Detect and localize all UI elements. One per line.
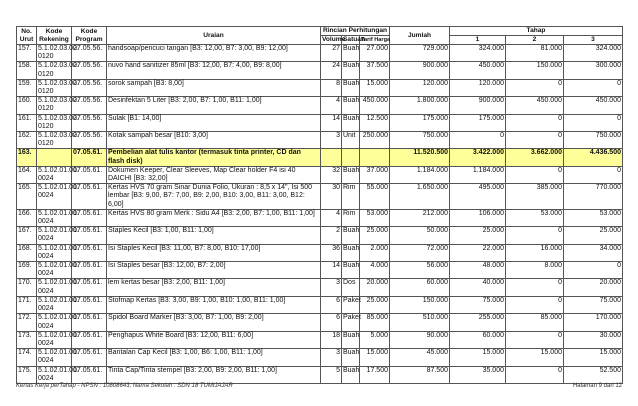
cell-no: 165. bbox=[17, 184, 37, 210]
table-section-row bbox=[17, 149, 623, 166]
cell-uraian: Kertas HVS 80 gram Merk : Sidu A4 [B3: 2,00, B7: 1,00, B11: 1,00] bbox=[107, 209, 321, 226]
cell-tahap-1: 495.000 bbox=[450, 184, 506, 210]
cell-satuan: Buah bbox=[342, 166, 360, 183]
cell-jumlah: 1.650.000 bbox=[390, 184, 450, 210]
table-row bbox=[17, 184, 623, 210]
cell-tahap-2: 15.000 bbox=[506, 349, 564, 366]
cell-volume: 32 bbox=[321, 166, 342, 183]
header-uraian: Uraian bbox=[107, 27, 321, 45]
cell-tarif: 55.000 bbox=[360, 184, 390, 210]
cell-kode-rekening bbox=[37, 132, 79, 149]
cell-tahap-1: 48.000 bbox=[450, 262, 506, 279]
kode-rekening-sub: 0120 bbox=[38, 70, 54, 78]
cell-tahap-3: 300.000 bbox=[564, 62, 623, 79]
table-row bbox=[17, 62, 623, 79]
cell-tarif: 2.000 bbox=[360, 244, 390, 261]
cell-tahap-1: 0 bbox=[450, 132, 506, 149]
table-row bbox=[17, 114, 623, 131]
cell-tahap-3: 25.000 bbox=[564, 227, 623, 244]
cell-no: 161. bbox=[17, 114, 37, 131]
header-rekening-label: Rekening bbox=[39, 35, 69, 43]
cell-jumlah: 90.000 bbox=[390, 331, 450, 348]
table-row bbox=[17, 97, 623, 114]
cell-uraian: Pembelian alat tulis kantor (termasuk tinta printer, CD dan flash disk) bbox=[107, 149, 321, 166]
cell-jumlah: 72.000 bbox=[390, 244, 450, 261]
header-urut-label: Urut bbox=[19, 35, 34, 43]
kode-rekening-main: 5.1.02.01.01. bbox=[38, 314, 79, 322]
cell-tarif: 37.500 bbox=[360, 62, 390, 79]
cell-jumlah: 750.000 bbox=[390, 132, 450, 149]
kode-rekening-main: 5.1.02.01.01. bbox=[38, 262, 79, 270]
cell-tahap-1: 120.000 bbox=[450, 79, 506, 96]
cell-jumlah: 175.000 bbox=[390, 114, 450, 131]
cell-kode-rekening bbox=[37, 184, 79, 210]
cell-tahap-2: 8.000 bbox=[506, 262, 564, 279]
cell-kode-program: 07.05.61. bbox=[72, 184, 107, 210]
cell-satuan: Unit bbox=[342, 132, 360, 149]
cell-satuan: Buah bbox=[342, 366, 360, 383]
header-tahap-2: 2 bbox=[506, 36, 564, 45]
cell-kode-program: 07.05.56. bbox=[72, 97, 107, 114]
rkas-sheet bbox=[16, 26, 622, 384]
kode-rekening-main: 5.1.02.01.01. bbox=[38, 279, 79, 287]
cell-jumlah: 120.000 bbox=[390, 79, 450, 96]
cell-volume bbox=[321, 149, 342, 166]
kode-rekening-sub: 0120 bbox=[38, 122, 54, 130]
cell-tahap-3: 170.000 bbox=[564, 314, 623, 331]
cell-satuan: Buah bbox=[342, 62, 360, 79]
cell-satuan: Buah bbox=[342, 97, 360, 114]
cell-no: 169. bbox=[17, 262, 37, 279]
cell-tahap-3: 0 bbox=[564, 79, 623, 96]
kode-rekening-sub: 0024 bbox=[38, 305, 54, 313]
cell-no: 160. bbox=[17, 97, 37, 114]
header-satuan: Satuan bbox=[343, 36, 365, 43]
footer-school-info: Kertas Kerja perTahap - NPSN : 10808643, Nama Sekolah : SDN 18 TUMIJAJAR bbox=[16, 383, 233, 389]
cell-kode-program: 07.05.61. bbox=[72, 262, 107, 279]
cell-kode-rekening bbox=[37, 45, 79, 62]
cell-tahap-1: 15.000 bbox=[450, 349, 506, 366]
cell-tarif: 15.000 bbox=[360, 79, 390, 96]
cell-kode-rekening bbox=[37, 114, 79, 131]
cell-volume: 6 bbox=[321, 296, 342, 313]
cell-volume: 3 bbox=[321, 349, 342, 366]
cell-tahap-3: 75.000 bbox=[564, 296, 623, 313]
kode-rekening-sub: 0120 bbox=[38, 105, 54, 113]
cell-kode-program: 07.05.61. bbox=[72, 149, 107, 166]
cell-volume: 18 bbox=[321, 331, 342, 348]
cell-tarif: 27.000 bbox=[360, 45, 390, 62]
cell-tarif: 20.000 bbox=[360, 279, 390, 296]
cell-tarif: 450.000 bbox=[360, 97, 390, 114]
table-body bbox=[17, 45, 623, 384]
kode-rekening-main: 5.1.02.03.02. bbox=[38, 79, 79, 87]
cell-tarif: 250.000 bbox=[360, 132, 390, 149]
cell-tahap-2: 85.000 bbox=[506, 314, 564, 331]
cell-no: 166. bbox=[17, 209, 37, 226]
cell-no: 162. bbox=[17, 132, 37, 149]
cell-no: 171. bbox=[17, 296, 37, 313]
cell-kode-program: 07.05.61. bbox=[72, 366, 107, 383]
cell-uraian: Desinfektan 5 Liter [B3: 2,00, B7: 1,00, B11: 1,00] bbox=[107, 97, 321, 114]
cell-no: 164. bbox=[17, 166, 37, 183]
cell-kode-program: 07.05.56. bbox=[72, 114, 107, 131]
cell-uraian: Spidol Board Marker [B3: 3,00, B7: 1,00, B9: 2,00] bbox=[107, 314, 321, 331]
cell-no: 175. bbox=[17, 366, 37, 383]
cell-tahap-1: 255.000 bbox=[450, 314, 506, 331]
table-row bbox=[17, 331, 623, 348]
header-kode-rekening bbox=[37, 27, 72, 45]
cell-uraian: Kotak sampah besar [B10: 3,00] bbox=[107, 132, 321, 149]
cell-kode-rekening bbox=[37, 262, 79, 279]
cell-tarif: 17.500 bbox=[360, 366, 390, 383]
kode-rekening-sub: 0024 bbox=[38, 192, 54, 200]
cell-uraian: handsoap/pencuci tangan [B3: 12,00, B7: 3,00, B9: 12,00] bbox=[107, 45, 321, 62]
kode-rekening-main: 5.1.02.01.01. bbox=[38, 209, 79, 217]
cell-satuan: Paket bbox=[342, 296, 360, 313]
cell-jumlah: 11.520.500 bbox=[390, 149, 450, 166]
table-row bbox=[17, 279, 623, 296]
kode-rekening-sub: 0024 bbox=[38, 252, 54, 260]
cell-no: 167. bbox=[17, 227, 37, 244]
cell-tahap-2: 150.000 bbox=[506, 62, 564, 79]
cell-no: 158. bbox=[17, 62, 37, 79]
cell-volume: 6 bbox=[321, 314, 342, 331]
cell-tarif: 25.000 bbox=[360, 296, 390, 313]
cell-kode-rekening bbox=[37, 349, 79, 366]
cell-volume: 24 bbox=[321, 62, 342, 79]
cell-satuan: Dos bbox=[342, 279, 360, 296]
kode-rekening-sub: 0024 bbox=[38, 235, 54, 243]
cell-kode-rekening bbox=[37, 244, 79, 261]
cell-no: 170. bbox=[17, 279, 37, 296]
cell-volume: 27 bbox=[321, 45, 342, 62]
header-tarif: Tarif Harga bbox=[361, 37, 391, 43]
cell-tahap-1: 22.000 bbox=[450, 244, 506, 261]
header-rincian: Rincian Perhitungan bbox=[321, 27, 390, 36]
cell-tarif: 12.500 bbox=[360, 114, 390, 131]
cell-uraian: Bantalan Cap Kecil [B3: 1,00, B6: 1,00, B11: 1,00] bbox=[107, 349, 321, 366]
cell-tahap-2: 0 bbox=[506, 79, 564, 96]
cell-tahap-2: 0 bbox=[506, 331, 564, 348]
cell-jumlah: 150.000 bbox=[390, 296, 450, 313]
kode-rekening-main: 5.1.02.01.01. bbox=[38, 184, 79, 192]
kode-rekening-main: 5.1.02.01.01. bbox=[38, 244, 79, 252]
cell-no: 168. bbox=[17, 244, 37, 261]
cell-satuan: Buah bbox=[342, 331, 360, 348]
cell-satuan: Paket bbox=[342, 314, 360, 331]
header-kode-label: Kode bbox=[80, 27, 98, 35]
cell-jumlah: 56.000 bbox=[390, 262, 450, 279]
kode-rekening-sub: 0024 bbox=[38, 287, 54, 295]
kode-rekening-sub: 0120 bbox=[38, 53, 54, 61]
cell-jumlah: 60.000 bbox=[390, 279, 450, 296]
cell-tahap-2: 385.000 bbox=[506, 184, 564, 210]
cell-tahap-2: 53.000 bbox=[506, 209, 564, 226]
cell-tahap-3: 4.436.500 bbox=[564, 149, 623, 166]
cell-tahap-2: 450.000 bbox=[506, 97, 564, 114]
header-kode-label: Kode bbox=[45, 27, 63, 35]
cell-tarif: 37.000 bbox=[360, 166, 390, 183]
cell-kode-program: 07.05.61. bbox=[72, 244, 107, 261]
cell-satuan bbox=[342, 149, 360, 166]
kode-rekening-main: 5.1.02.01.01. bbox=[38, 166, 79, 174]
cell-tahap-1: 1.184.000 bbox=[450, 166, 506, 183]
table-row bbox=[17, 132, 623, 149]
cell-satuan: Buah bbox=[342, 114, 360, 131]
header-tahap-1: 1 bbox=[450, 36, 506, 45]
cell-tahap-3: 0 bbox=[564, 166, 623, 183]
cell-uraian: Isi Staples besar [B3: 12,00, B7: 2,00] bbox=[107, 262, 321, 279]
cell-tahap-2: 16.000 bbox=[506, 244, 564, 261]
cell-volume: 30 bbox=[321, 184, 342, 210]
footer-page-number: Halaman 9 dari 12 bbox=[572, 383, 622, 389]
cell-kode-rekening bbox=[37, 149, 72, 166]
cell-tahap-1: 3.422.000 bbox=[450, 149, 506, 166]
cell-kode-rekening bbox=[37, 97, 79, 114]
cell-satuan: Rim bbox=[342, 209, 360, 226]
cell-kode-rekening bbox=[37, 79, 79, 96]
cell-jumlah: 87.500 bbox=[390, 366, 450, 383]
kode-rekening-main: 5.1.02.03.02. bbox=[38, 62, 79, 70]
cell-volume: 4 bbox=[321, 209, 342, 226]
cell-tahap-1: 324.000 bbox=[450, 45, 506, 62]
cell-uraian: sorok sampah [B3: 8,00] bbox=[107, 79, 321, 96]
cell-kode-rekening bbox=[37, 209, 79, 226]
header-volume: Volume bbox=[322, 36, 346, 43]
cell-tahap-2: 0 bbox=[506, 166, 564, 183]
kode-rekening-sub: 0024 bbox=[38, 357, 54, 365]
cell-tahap-2: 0 bbox=[506, 296, 564, 313]
cell-jumlah: 1.184.000 bbox=[390, 166, 450, 183]
cell-satuan: Rim bbox=[342, 184, 360, 210]
kode-rekening-sub: 0024 bbox=[38, 218, 54, 226]
kode-rekening-sub: 0120 bbox=[38, 88, 54, 96]
cell-volume: 2 bbox=[321, 227, 342, 244]
cell-tahap-2: 0 bbox=[506, 132, 564, 149]
cell-kode-program: 07.05.61. bbox=[72, 227, 107, 244]
cell-tahap-1: 900.000 bbox=[450, 97, 506, 114]
kode-rekening-main: 5.1.02.01.01. bbox=[38, 296, 79, 304]
cell-jumlah: 45.000 bbox=[390, 349, 450, 366]
header-program-label: Program bbox=[75, 35, 103, 43]
cell-jumlah: 1.800.000 bbox=[390, 97, 450, 114]
cell-no: 163. bbox=[17, 149, 37, 166]
cell-tarif bbox=[360, 149, 390, 166]
cell-tahap-1: 175.000 bbox=[450, 114, 506, 131]
table-row bbox=[17, 79, 623, 96]
table-row bbox=[17, 45, 623, 62]
cell-kode-program: 07.05.56. bbox=[72, 62, 107, 79]
cell-tahap-3: 30.000 bbox=[564, 331, 623, 348]
table-row bbox=[17, 366, 623, 383]
kode-rekening-main: 5.1.02.03.02. bbox=[38, 97, 79, 105]
cell-satuan: Buah bbox=[342, 262, 360, 279]
cell-uraian: Penghapus White Board [B3: 12,00, B11: 6,00] bbox=[107, 331, 321, 348]
cell-volume: 14 bbox=[321, 114, 342, 131]
cell-tahap-2: 0 bbox=[506, 279, 564, 296]
cell-tahap-3: 324.000 bbox=[564, 45, 623, 62]
header-no-label: No. bbox=[21, 27, 32, 35]
header-tahap-3: 3 bbox=[564, 36, 623, 45]
cell-kode-rekening bbox=[37, 314, 79, 331]
cell-satuan: Buah bbox=[342, 227, 360, 244]
cell-kode-rekening bbox=[37, 296, 79, 313]
cell-tahap-3: 770.000 bbox=[564, 184, 623, 210]
cell-kode-program: 07.05.61. bbox=[72, 331, 107, 348]
table-header bbox=[17, 27, 623, 45]
cell-tahap-3: 53.000 bbox=[564, 209, 623, 226]
cell-uraian: Isi Staples Kecil [B3: 11,00, B7: 8,00, B10: 17,00] bbox=[107, 244, 321, 261]
cell-satuan: Buah bbox=[342, 244, 360, 261]
cell-uraian: nuvo hand sanitizer 85ml [B3: 12,00, B7: 4,00, B9: 8,00] bbox=[107, 62, 321, 79]
cell-tahap-3: 20.000 bbox=[564, 279, 623, 296]
cell-uraian: Sulak [B1: 14,00] bbox=[107, 114, 321, 131]
cell-tahap-2: 0 bbox=[506, 227, 564, 244]
cell-satuan: Buah bbox=[342, 349, 360, 366]
cell-volume: 4 bbox=[321, 97, 342, 114]
cell-tahap-3: 52.500 bbox=[564, 366, 623, 383]
cell-uraian: Kertas HVS 70 gram Sinar Dunia Folio, Ukuran : 8,5 x 14", Isi 500 lembar [B3: 9,00, B7: 7,00, B9: 2,00, B10: 3,00, B11: 3,00, B12: 6,00] bbox=[107, 184, 321, 210]
cell-satuan: Buah bbox=[342, 79, 360, 96]
cell-tahap-3: 450.000 bbox=[564, 97, 623, 114]
cell-tahap-1: 35.000 bbox=[450, 366, 506, 383]
table-row bbox=[17, 209, 623, 226]
cell-kode-program: 07.05.61. bbox=[72, 296, 107, 313]
cell-kode-program: 07.05.56. bbox=[72, 45, 107, 62]
kode-rekening-sub: 0120 bbox=[38, 140, 54, 148]
cell-kode-program: 07.05.56. bbox=[72, 79, 107, 96]
table-row bbox=[17, 349, 623, 366]
cell-uraian: Staples Kecil [B3: 1,00, B11: 1,00] bbox=[107, 227, 321, 244]
cell-kode-program: 07.05.61. bbox=[72, 209, 107, 226]
kode-rekening-main: 5.1.02.03.02. bbox=[38, 45, 79, 52]
kode-rekening-main: 5.1.02.01.01. bbox=[38, 366, 79, 374]
cell-tahap-3: 0 bbox=[564, 114, 623, 131]
cell-kode-program: 07.05.61. bbox=[72, 166, 107, 183]
cell-tarif: 85.000 bbox=[360, 314, 390, 331]
cell-kode-program: 07.05.61. bbox=[72, 279, 107, 296]
cell-jumlah: 212.000 bbox=[390, 209, 450, 226]
kode-rekening-main: 5.1.02.01.01. bbox=[38, 349, 79, 357]
cell-kode-rekening bbox=[37, 62, 79, 79]
cell-no: 159. bbox=[17, 79, 37, 96]
cell-volume: 3 bbox=[321, 132, 342, 149]
cell-kode-program: 07.05.61. bbox=[72, 314, 107, 331]
cell-kode-rekening bbox=[37, 166, 79, 183]
cell-jumlah: 729.000 bbox=[390, 45, 450, 62]
cell-tahap-1: 60.000 bbox=[450, 331, 506, 348]
cell-tahap-1: 75.000 bbox=[450, 296, 506, 313]
cell-satuan: Buah bbox=[342, 45, 360, 62]
cell-jumlah: 510.000 bbox=[390, 314, 450, 331]
table-row bbox=[17, 244, 623, 261]
cell-kode-rekening bbox=[37, 331, 79, 348]
kode-rekening-main: 5.1.02.01.01. bbox=[38, 227, 79, 235]
cell-kode-rekening bbox=[37, 366, 79, 383]
cell-tahap-2: 81.000 bbox=[506, 45, 564, 62]
cell-uraian: Stofmap Kertas [B3: 3,00, B9: 1,00, B10: 1,00, B11: 1,00] bbox=[107, 296, 321, 313]
cell-no: 157. bbox=[17, 45, 37, 62]
cell-volume: 14 bbox=[321, 262, 342, 279]
kode-rekening-sub: 0024 bbox=[38, 374, 54, 382]
cell-tarif: 53.000 bbox=[360, 209, 390, 226]
kode-rekening-sub: 0024 bbox=[38, 339, 54, 347]
cell-no: 172. bbox=[17, 314, 37, 331]
cell-tahap-3: 750.000 bbox=[564, 132, 623, 149]
cell-jumlah: 50.000 bbox=[390, 227, 450, 244]
cell-uraian: Dokumen Keeper, Clear Sleeves, Map Clear holder F4 isi 40 DAICHI [B3: 32,00] bbox=[107, 166, 321, 183]
kode-rekening-main: 5.1.02.03.02. bbox=[38, 114, 79, 122]
cell-uraian: lem kertas besar [B3: 2,00, B11: 1,00] bbox=[107, 279, 321, 296]
cell-tahap-1: 25.000 bbox=[450, 227, 506, 244]
header-tahap: Tahap bbox=[450, 27, 623, 36]
header-no bbox=[17, 27, 37, 45]
kode-rekening-main: 5.1.02.01.01. bbox=[38, 331, 79, 339]
table-row bbox=[17, 296, 623, 313]
cell-tahap-1: 106.000 bbox=[450, 209, 506, 226]
kode-rekening-sub: 0024 bbox=[38, 270, 54, 278]
cell-jumlah: 900.000 bbox=[390, 62, 450, 79]
cell-tarif: 4.000 bbox=[360, 262, 390, 279]
cell-volume: 3 bbox=[321, 279, 342, 296]
kode-rekening-sub: 0024 bbox=[38, 175, 54, 183]
cell-tahap-1: 40.000 bbox=[450, 279, 506, 296]
header-kode-program bbox=[72, 27, 107, 45]
cell-kode-rekening bbox=[37, 279, 79, 296]
cell-tarif: 5.000 bbox=[360, 331, 390, 348]
cell-no: 174. bbox=[17, 349, 37, 366]
cell-kode-program: 07.05.61. bbox=[72, 349, 107, 366]
header-jumlah: Jumlah bbox=[390, 27, 450, 45]
table-row bbox=[17, 262, 623, 279]
cell-tarif: 25.000 bbox=[360, 227, 390, 244]
cell-tahap-3: 34.000 bbox=[564, 244, 623, 261]
cell-tahap-2: 0 bbox=[506, 114, 564, 131]
table-row bbox=[17, 166, 623, 183]
cell-tahap-3: 0 bbox=[564, 262, 623, 279]
cell-tahap-3: 15.000 bbox=[564, 349, 623, 366]
budget-table bbox=[16, 26, 623, 384]
cell-tarif: 15.000 bbox=[360, 349, 390, 366]
cell-kode-program: 07.05.56. bbox=[72, 132, 107, 149]
table-row bbox=[17, 227, 623, 244]
cell-kode-rekening bbox=[37, 227, 79, 244]
kode-rekening-sub: 0024 bbox=[38, 322, 54, 330]
kode-rekening-main: 5.1.02.03.02. bbox=[38, 132, 79, 140]
cell-tahap-1: 450.000 bbox=[450, 62, 506, 79]
cell-volume: 5 bbox=[321, 366, 342, 383]
cell-volume: 8 bbox=[321, 79, 342, 96]
cell-tahap-2: 3.662.000 bbox=[506, 149, 564, 166]
cell-no: 173. bbox=[17, 331, 37, 348]
cell-tahap-2: 0 bbox=[506, 366, 564, 383]
table-row bbox=[17, 314, 623, 331]
cell-volume: 36 bbox=[321, 244, 342, 261]
cell-uraian: Tinta Cap/Tinta stempel [B3: 2,00, B9: 2,00, B11: 1,00] bbox=[107, 366, 321, 383]
